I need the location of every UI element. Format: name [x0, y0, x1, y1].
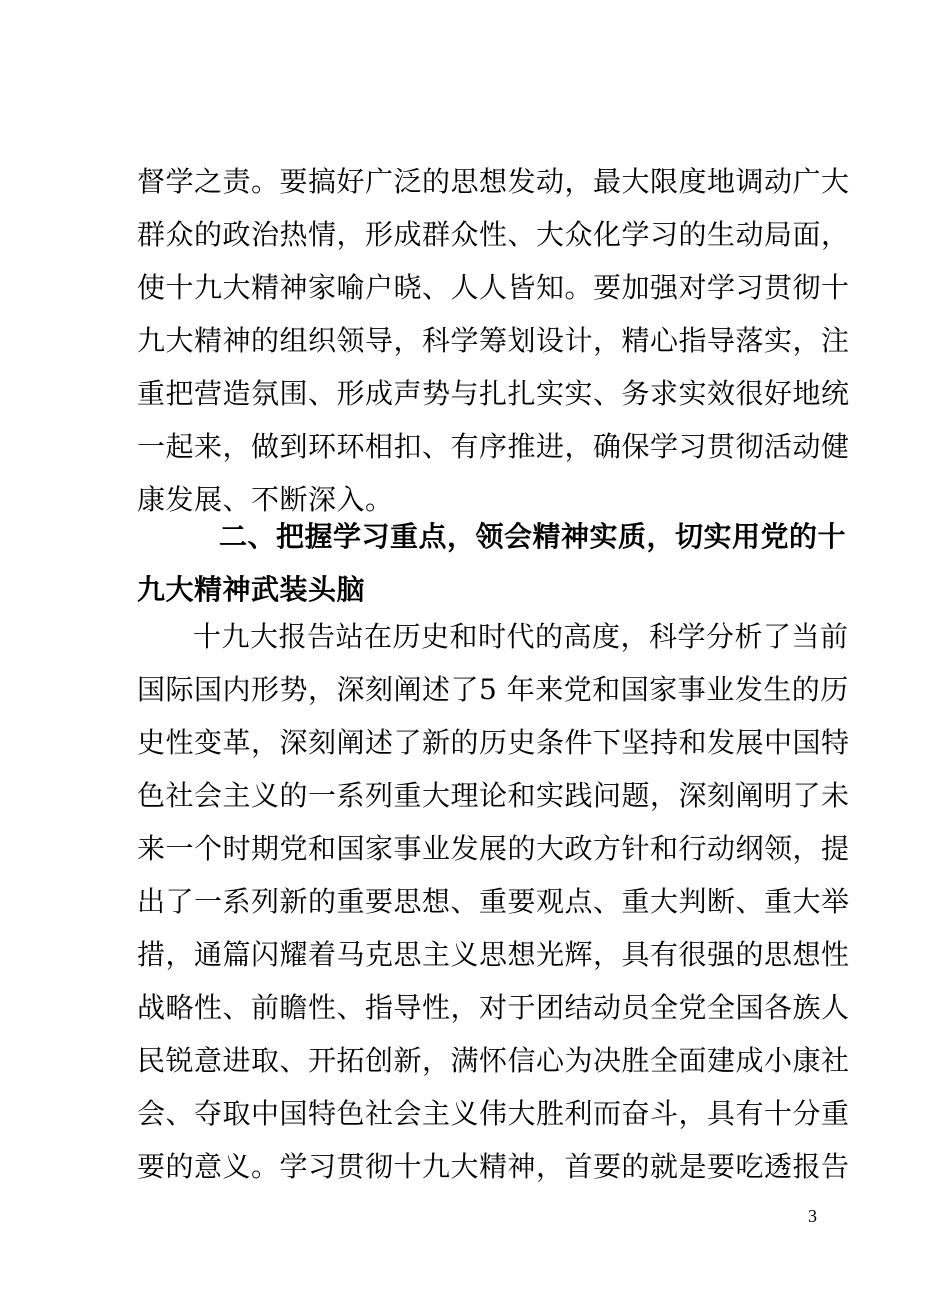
text-line: 群众的政治热情，形成群众性、大众化学习的生动局面， — [137, 218, 850, 251]
text-line: 色社会主义的一系列重大理论和实践问题，深刻阐明了未 — [137, 779, 850, 812]
text-line: 十九大报告站在历史和时代的高度，科学分析了当前 — [193, 620, 849, 653]
paragraph-body — [137, 610, 850, 1193]
text-line: 民锐意进取、开拓创新，满怀信心为决胜全面建成小康社 — [137, 1044, 850, 1077]
text-line: 措，通篇闪耀着马克思主义思想光辉，具有很强的思想性 — [137, 938, 850, 971]
heading-line: 九大精神武装头脑 — [137, 573, 366, 606]
text-line: 会、夺取中国特色社会主义伟大胜利而奋斗，具有十分重 — [137, 1097, 850, 1130]
text-line: 使十九大精神家喻户晓、人人皆知。要加强对学习贯彻十 — [137, 271, 850, 304]
text-line: 国际国内形势，深刻阐述了5 年来党和国家事业发生的历 — [137, 673, 849, 706]
text-line: 一起来，做到环环相扣、有序推进，确保学习贯彻活动健 — [137, 430, 850, 463]
text-line: 要的意义。学习贯彻十九大精神，首要的就是要吃透报告 — [137, 1150, 850, 1183]
text-line: 出了一系列新的重要思想、重要观点、重大判断、重大举 — [137, 885, 850, 918]
text-line: 战略性、前瞻性、指导性，对于团结动员全党全国各族人 — [137, 991, 850, 1024]
text-line: 督学之责。要搞好广泛的思想发动，最大限度地调动广大 — [137, 165, 850, 198]
text-line: 重把营造氛围、形成声势与扎扎实实、务求实效很好地统 — [137, 377, 850, 410]
text-line: 九大精神的组织领导，科学筹划设计，精心指导落实，注 — [137, 324, 850, 357]
text-line: 康发展、不断深入。 — [137, 483, 394, 516]
section-heading — [137, 510, 847, 616]
heading-line: 二、把握学习重点，领会精神实质，切实用党的十 — [219, 520, 847, 553]
page-number: 3 — [808, 1206, 817, 1226]
text-line: 来一个时期党和国家事业发展的大政方针和行动纲领，提 — [137, 832, 850, 865]
paragraph-continued — [137, 155, 850, 526]
text-line: 史性变革，深刻阐述了新的历史条件下坚持和发展中国特 — [137, 726, 850, 759]
